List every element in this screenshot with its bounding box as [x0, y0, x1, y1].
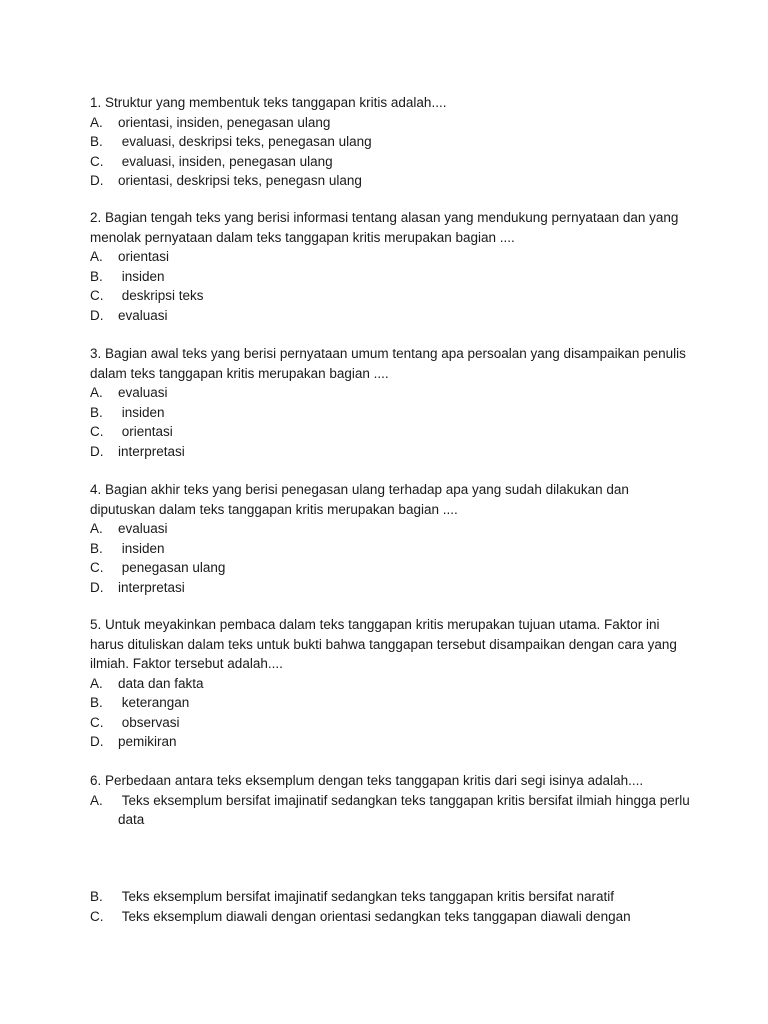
option-letter: B. [90, 134, 103, 149]
option-letter: C. [90, 908, 104, 924]
option-letter: A. [90, 114, 103, 130]
option-letter: A. [90, 521, 103, 536]
option [90, 383, 690, 403]
question-stem: 3. Bagian awal teks yang berisi pernyataan umum tentang apa persoalan yang disampaikan penulis dalam teks tanggapan kritis merupakan bagian .... [90, 346, 686, 381]
question-stem: 1. Struktur yang membentuk teks tanggapan kritis adalah.... [90, 95, 447, 110]
option-text: insiden [118, 268, 165, 284]
option-text: orientasi [118, 424, 173, 439]
option-letter: D. [90, 443, 104, 459]
option-letter: C. [90, 424, 104, 439]
option-text: Teks eksemplum bersifat imajinatif sedangkan teks tanggapan kritis bersifat naratif [118, 889, 615, 904]
option-text: interpretasi [118, 579, 185, 595]
option [90, 732, 690, 752]
option-text: orientasi, deskripsi teks, penegasn ulang [118, 173, 362, 188]
option-letter: A. [90, 249, 103, 264]
option [90, 267, 690, 287]
question-5 [90, 615, 690, 752]
option-letter: D. [90, 579, 104, 595]
option [90, 713, 690, 733]
option-text: pemikiran [118, 734, 177, 749]
option-text: interpretasi [118, 443, 185, 459]
option-text: evaluasi [118, 307, 168, 323]
option [90, 171, 690, 191]
option-letter: A. [90, 675, 103, 691]
option [90, 887, 690, 907]
option-letter: C. [90, 153, 104, 169]
option [90, 113, 690, 133]
option-letter: C. [90, 288, 104, 303]
option [90, 403, 690, 423]
option-text: evaluasi [118, 385, 168, 400]
question-1 [90, 93, 690, 191]
option-letter: A. [90, 792, 103, 808]
option-text: evaluasi, deskripsi teks, penegasan ulang [118, 134, 372, 149]
option [90, 539, 690, 559]
option-letter: B. [90, 268, 103, 284]
option-text: evaluasi, insiden, penegasan ulang [118, 153, 333, 169]
question-3 [90, 344, 690, 461]
question-2 [90, 208, 690, 325]
option-letter: B. [90, 889, 103, 904]
option-letter: B. [90, 540, 103, 556]
option-letter: D. [90, 173, 104, 188]
option [90, 286, 690, 306]
option [90, 247, 690, 267]
option-letter: D. [90, 307, 104, 323]
question-4 [90, 480, 690, 597]
option-text: Teks eksemplum bersifat imajinatif sedangkan teks tanggapan kritis bersifat ilmiah hingga perlu data [118, 792, 694, 827]
option [90, 132, 690, 152]
question-6 [90, 771, 694, 830]
option-text: data dan fakta [118, 675, 204, 691]
question-6-continued [90, 887, 690, 926]
option-letter: B. [90, 695, 103, 710]
option [90, 152, 690, 172]
option [90, 674, 690, 694]
option-text: deskripsi teks [118, 288, 204, 303]
option-text: penegasan ulang [118, 560, 226, 575]
option-text: insiden [118, 540, 165, 556]
option-letter: C. [90, 714, 104, 730]
question-stem: 5. Untuk meyakinkan pembaca dalam teks tanggapan kritis merupakan tujuan utama. Faktor ini harus dituliskan dalam teks untuk bukti bahwa tanggapan tersebut disampaikan dengan cara yang ilmiah. Faktor tersebut adalah.... [90, 617, 677, 671]
question-stem: 2. Bagian tengah teks yang berisi informasi tentang alasan yang mendukung pernyataan dan yang menolak pernyataan dalam teks tanggapan kritis merupakan bagian .... [90, 210, 679, 245]
option [90, 442, 690, 462]
option-text: Teks eksemplum diawali dengan orientasi sedangkan teks tanggapan diawali dengan [118, 908, 631, 924]
option-letter: D. [90, 734, 104, 749]
option-text: orientasi, insiden, penegasan ulang [118, 114, 331, 130]
question-stem: 4. Bagian akhir teks yang berisi penegasan ulang terhadap apa yang sudah dilakukan dan diputuskan dalam teks tanggapan kritis merupakan bagian .... [90, 482, 629, 517]
option-letter: B. [90, 404, 103, 420]
question-stem: 6. Perbedaan antara teks eksemplum dengan teks tanggapan kritis dari segi isinya adalah.... [90, 773, 644, 788]
option-text: insiden [118, 404, 165, 420]
option [90, 578, 690, 598]
option [90, 306, 690, 326]
option-letter: A. [90, 385, 103, 400]
option [90, 791, 694, 830]
option [90, 693, 690, 713]
option-letter: C. [90, 560, 104, 575]
option [90, 422, 690, 442]
option [90, 558, 690, 578]
option [90, 519, 690, 539]
option-text: observasi [118, 714, 180, 730]
option-text: orientasi [118, 249, 170, 264]
option-text: evaluasi [118, 521, 168, 536]
option-text: keterangan [118, 695, 190, 710]
option [90, 907, 690, 927]
